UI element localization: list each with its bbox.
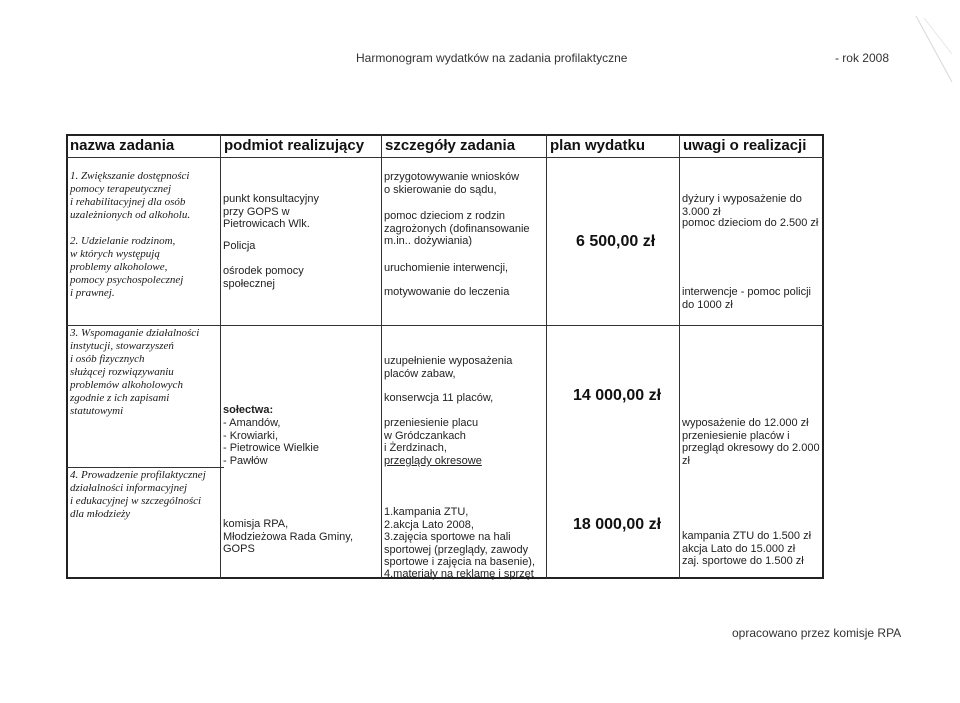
entity-social-center: ośrodek pomocy społecznej: [223, 265, 304, 290]
budget-amount-block-2: 14 000,00 zł: [573, 387, 662, 404]
entity-consultation-point: punkt konsultacyjny przy GOPS w Pietrowicach Wlk.: [223, 193, 319, 230]
column-divider-3: [546, 134, 547, 579]
column-divider-2: [381, 134, 382, 579]
page-fold-mark: [914, 14, 954, 84]
prepared-by-note: opracowano przez komisje RPA: [732, 626, 902, 640]
column-header-task: nazwa zadania: [70, 137, 175, 154]
task-3-name: 3. Wspomaganie działalności instytucji, stowarzyszeń i osób fizycznych służącej rozwiązywaniu problemów alkoholowych zgodnie z ich zapisami statutowymi: [70, 327, 200, 417]
note-police-interventions: interwencje - pomoc policji do 1000 zł: [682, 286, 811, 311]
document-title: Harmonogram wydatków na zadania profilaktyczne: [356, 51, 628, 65]
entity-villages-list: - Amandów, - Krowiarki, - Pietrowice Wielkie - Pawłów: [223, 417, 319, 467]
column-divider-4: [679, 134, 680, 579]
detail-periodic-inspections: przeglądy okresowe: [384, 455, 482, 467]
note-children-help: pomoc dzieciom do 2.500 zł: [682, 217, 819, 229]
detail-therapy-motivation: motywowanie do leczenia: [384, 286, 510, 298]
detail-campaigns: 1.kampania ZTU, 2.akcja Lato 2008, 3.zajęcia sportowe na hali sportowej (przeglądy, zawody sportowe i zajęcia na basenie),: [384, 506, 536, 568]
note-campaign-budget: kampania ZTU do 1.500 zł akcja Lato do 15.000 zł zaj. sportowe do 1.500 zł: [682, 530, 812, 567]
detail-playground-maintenance: konserwcja 11 placów,: [384, 392, 494, 404]
detail-playground-relocation: przeniesienie placu w Gródczankach i Żerdzinach,: [384, 417, 479, 454]
header-divider: [66, 157, 824, 158]
task-2-name: 2. Udzielanie rodzinom, w których występują problemy alkoholowe, pomocy psychospolecznej i prawnej.: [70, 235, 184, 299]
entity-rpa-committee: komisja RPA, Młodzieżowa Rada Gminy, GOPS: [223, 518, 354, 555]
detail-playground-equipment: uzupełnienie wyposażenia placów zabaw,: [384, 355, 513, 380]
detail-intervention: uruchomienie interwencji,: [384, 262, 509, 274]
task-4-name: 4. Prowadzenie profilaktycznej działalności informacyjnej i edukacyjnej w szczególności dla młodzieży: [70, 469, 206, 520]
column-header-details: szczegóły zadania: [385, 137, 516, 154]
budget-amount-block-1: 6 500,00 zł: [576, 233, 656, 250]
page-header: [0, 51, 960, 69]
column-header-notes: uwagi o realizacji: [683, 137, 807, 154]
budget-amount-block-3: 18 000,00 zł: [573, 516, 662, 533]
row-divider-1: [66, 325, 824, 326]
task-1-name: 1. Zwiększanie dostępności pomocy terapeutycznej i rehabilitacyjnej dla osób uzależnionych od alkoholu.: [70, 170, 191, 221]
column-header-entity: podmiot realizujący: [224, 137, 365, 154]
entity-police: Policja: [223, 240, 256, 252]
detail-materials: 4.materiały na reklamę i sprzęt: [384, 568, 534, 580]
note-playground-budget: wyposażenie do 12.000 zł przeniesienie placów i przegląd okresowy do 2.000 zł: [682, 417, 820, 467]
column-divider-1: [220, 134, 221, 579]
entity-villages-title: sołectwa:: [223, 404, 274, 416]
row-divider-2: [66, 467, 224, 468]
note-duty-equipment: dyżury i wyposażenie do 3.000 zł: [682, 193, 802, 218]
document-year: - rok 2008: [834, 51, 889, 65]
detail-children-help: pomoc dzieciom z rodzin zagrożonych (dofinansowanie m.in.. dożywiania): [384, 210, 530, 247]
detail-court-applications: przygotowywanie wniosków o skierowanie do sądu,: [384, 171, 520, 196]
column-header-budget: plan wydatku: [550, 137, 646, 154]
